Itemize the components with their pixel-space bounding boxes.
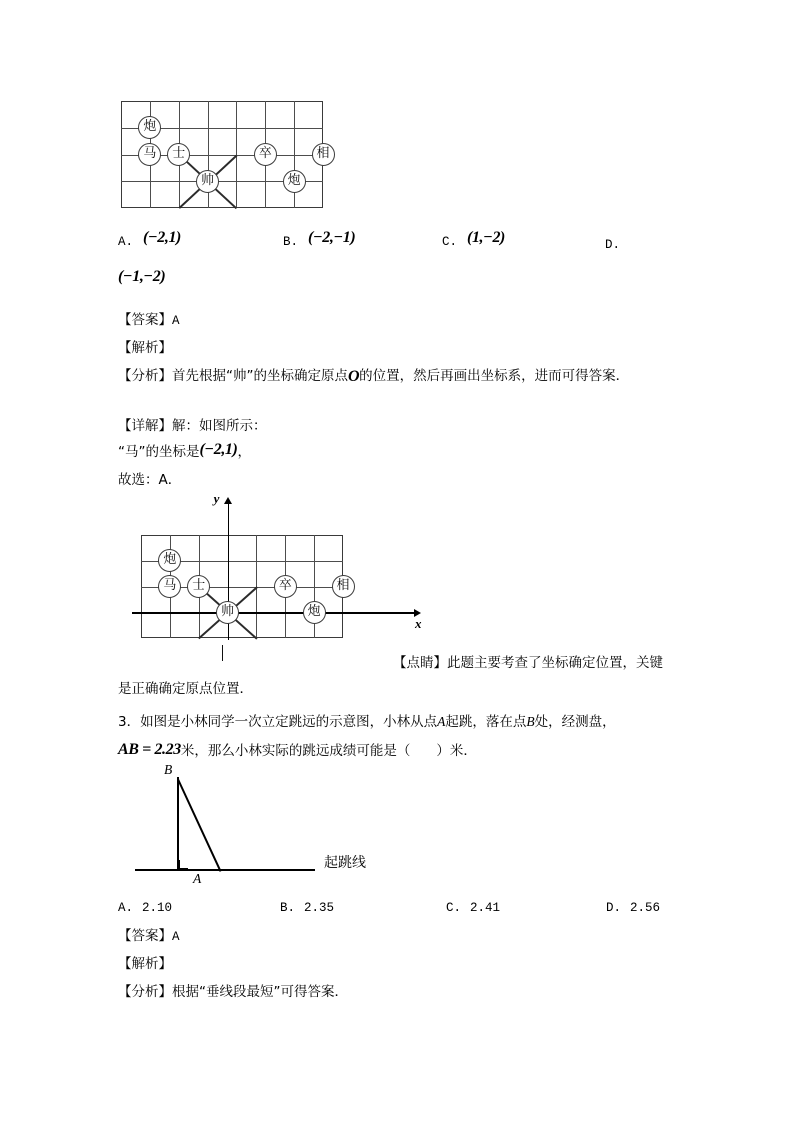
q3-option-d-letter: D. [606, 901, 622, 915]
q2-analysis-label [118, 333, 172, 363]
q3-fenxi-text: 【分析】根据“垂线段最短”可得答案． [118, 984, 348, 1000]
q2-guxuan-line [118, 465, 181, 495]
chess-piece-相: 相 [332, 575, 355, 598]
q2-option-b[interactable] [283, 229, 356, 250]
q3-answer-value: A [172, 930, 180, 944]
q3-option-c[interactable] [446, 898, 500, 916]
q2-dianjing-text-2: 是正确确定原点位置． [118, 681, 253, 697]
chess-piece-士: 士 [167, 143, 190, 166]
q2-fenxi-line [118, 361, 629, 391]
chess-piece-马: 马 [158, 575, 181, 598]
q3-analysis-label [118, 949, 172, 979]
q3-answer-label: 【答案】 [118, 928, 172, 944]
q2-option-c-value: (1,−2) [467, 229, 505, 246]
q3-stem-math: AB = 2.23 [118, 741, 181, 758]
q2-dianjing-line2 [118, 674, 253, 704]
q3-option-b-letter: B. [280, 901, 296, 915]
q2-dianjing-line1 [393, 648, 663, 678]
q2-dianjing-text-1: 【点睛】此题主要考查了坐标确定位置，关键 [393, 655, 663, 671]
q3-option-d[interactable] [606, 898, 660, 916]
chess-board-figure-2 [141, 491, 422, 638]
right-angle-marker [179, 860, 188, 869]
q2-guxuan-text: 故选：A． [118, 472, 182, 488]
q2-ma-line [118, 437, 251, 467]
q2-analysis-label-text: 【解析】 [118, 340, 172, 356]
q2-option-a-value: (−2,1) [143, 229, 181, 246]
chess-piece-炮: 炮 [283, 170, 306, 193]
q2-ma-prefix: “马”的坐标是 [118, 444, 200, 460]
q2-option-a[interactable] [118, 229, 181, 250]
q2-fenxi-math-o: O [348, 368, 360, 385]
q3-var-b: B [526, 714, 535, 729]
q3-number: 3． [118, 714, 141, 730]
y-axis-label: y [213, 491, 220, 506]
q3-fenxi-line [118, 977, 348, 1007]
q2-option-b-value: (−2,−1) [308, 229, 356, 246]
q2-option-a-letter: A. [118, 235, 134, 249]
q3-stem-text-2b: ）米． [436, 743, 477, 759]
q3-stem-text-1b: 起跳，落在点 [445, 714, 527, 730]
q3-option-a-value: 2.10 [142, 901, 173, 915]
q3-answer-line [118, 921, 180, 951]
segment-b-to-foot [177, 777, 179, 870]
q2-option-b-letter: B. [283, 235, 299, 249]
q3-option-b[interactable] [280, 898, 334, 916]
q3-option-c-letter: C. [446, 901, 462, 915]
q3-stem-text-1: 如图是小林同学一次立定跳远的示意图，小林从点 [140, 714, 438, 730]
q2-option-c-letter: C. [442, 235, 458, 249]
stray-tick-mark [222, 645, 223, 661]
q2-ma-math: (−2,1) [199, 441, 238, 458]
q2-option-d-value: (−1,−2) [118, 268, 166, 285]
q2-option-d-value-wrap [118, 268, 165, 286]
x-axis [132, 612, 414, 613]
label-point-b: B [164, 762, 173, 777]
chess-piece-炮: 炮 [158, 549, 181, 572]
chess-board-figure-1 [121, 101, 330, 208]
q2-ma-suffix: ， [237, 444, 251, 460]
q3-option-a-letter: A. [118, 901, 134, 915]
chess-piece-炮: 炮 [138, 116, 161, 139]
chess-piece-炮: 炮 [303, 601, 326, 624]
chess-piece-马: 马 [138, 143, 161, 166]
q2-answer-label: 【答案】 [118, 312, 172, 328]
x-axis-label: x [415, 616, 422, 632]
q3-option-b-value: 2.35 [304, 901, 335, 915]
q3-option-d-value: 2.56 [630, 901, 661, 915]
q2-option-d-letter: D. [605, 238, 621, 252]
q3-option-c-value: 2.41 [470, 901, 501, 915]
q3-stem-line-1 [118, 707, 616, 737]
q2-fenxi-text-2: 的位置，然后再画出坐标系，进而可得答案． [359, 368, 630, 384]
q2-answer-value: A [172, 314, 180, 328]
q3-option-a[interactable] [118, 898, 172, 916]
q2-option-d[interactable] [605, 235, 620, 253]
chess-piece-士: 士 [187, 575, 210, 598]
baseline-takeoff-line [135, 869, 315, 871]
y-axis-arrow-icon [224, 497, 232, 504]
label-takeoff-line: 起跳线 [324, 855, 366, 871]
long-jump-figure [130, 762, 380, 890]
q3-stem-text-1c: 处，经测盘， [534, 714, 616, 730]
q3-var-a: A [437, 714, 446, 729]
label-point-a: A [193, 871, 202, 886]
chess-piece-相: 相 [312, 143, 335, 166]
q3-analysis-label-text: 【解析】 [118, 956, 172, 972]
chess-piece-帅: 帅 [216, 601, 239, 624]
chess-piece-卒: 卒 [274, 575, 297, 598]
q2-fenxi-text-1: 【分析】首先根据“帅”的坐标确定原点 [118, 368, 348, 384]
chess-piece-帅: 帅 [196, 170, 219, 193]
q2-answer-line [118, 305, 180, 335]
q3-stem-text-2: 米，那么小林实际的跳远成绩可能是（ [180, 743, 411, 759]
segment-ab [177, 778, 221, 871]
chess-piece-卒: 卒 [254, 143, 277, 166]
q2-option-c[interactable] [442, 229, 505, 250]
q2-xiangjie-text: 【详解】解：如图所示： [118, 418, 267, 434]
